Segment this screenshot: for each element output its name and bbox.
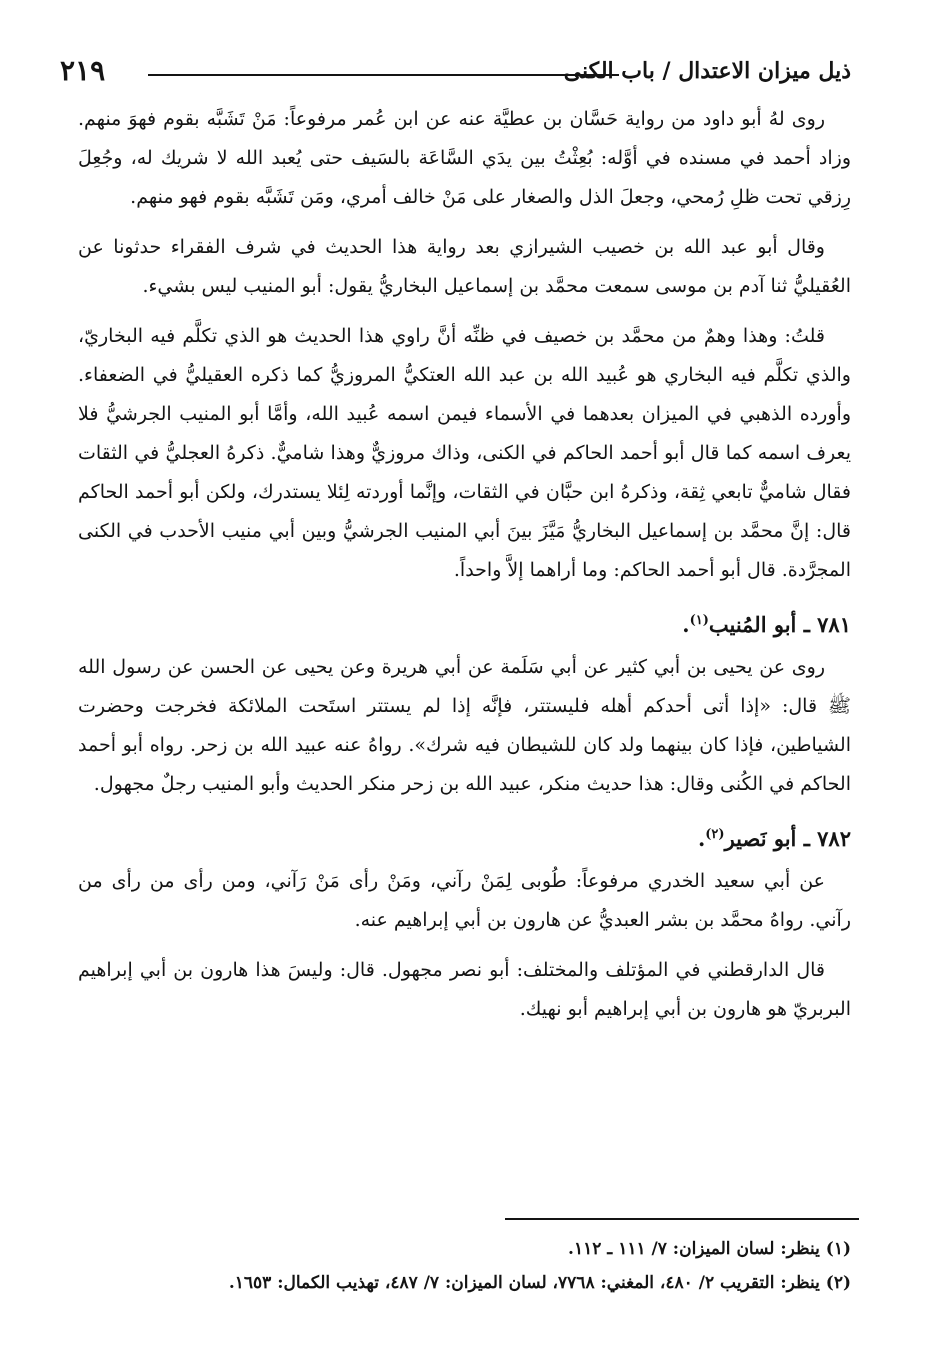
footnotes [70, 1232, 851, 1300]
paragraph-1: روى لهُ أبو داود من رواية حَسَّان بن عطيَّة عنه عن ابن عُمر مرفوعاً: مَنْ تَشَبَّه بقوم فهوَ منهم. وزاد أحمد في مسنده في أوَّله: بُعِثْتُ بين يدَي السَّاعَة بالسَيف حتى يُعبد الله لا شريك له، وجُعِلَ رِزقي تحت ظلِ رُمحي، وجعلَ الذل والصغار على مَنْ خالف أمري، ومَن تَشَبَّه بقوم فهو منهم. [78, 108, 851, 208]
running-header [60, 50, 851, 90]
paragraph-2: وقال أبو عبد الله بن خصيب الشيرازي بعد رواية هذا الحديث في شرف الفقراء حدثونا عن العُقيليُّ ثنا آدم بن موسى سمعت محمَّد بن إسماعيل البخاريُّ يقول: أبو المنيب ليس بشيء. [78, 236, 851, 297]
header-rule [148, 74, 619, 76]
paragraph-5: عن أبي سعيد الخدري مرفوعاً: طُوبى لِمَنْ رآني، ومَنْ رأى مَنْ رَآني، ومن رأى من رأى من رآني. رواهُ محمَّد بن بشر العبديُّ عن هارون بن أبي إبراهيم عنه. [78, 870, 851, 931]
footnote-ref-2[interactable]: (٢) [705, 827, 725, 842]
footnote-rule [505, 1218, 859, 1220]
entry-781-title: ٧٨١ ـ أبو المُنيب [708, 612, 851, 637]
entry-782-title: ٧٨٢ ـ أبو نَصير [724, 826, 851, 851]
paragraph-3: قلتُ: وهذا وهمٌ من محمَّد بن خصيف في ظنِّه أنَّ راوي هذا الحديث هو الذي تكلَّم فيه البخاريّ، والذي تكلَّم فيه البخاري هو عُبيد الله بن عبد الله العتكيُّ المروزيُّ كما ذكره العقيليُّ في الضعفاء. وأورده الذهبي في الميزان بعدهما في الأسماء فيمن اسمه عُبيد الله، وأمَّا أبو المنيب الجرشيُّ فلا يعرف اسمه كما قال أبو أحمد الحاكم في الكنى، وذاك مروزيٌّ وهذا شاميٌّ. ذكرهُ العجليُّ في الثقات فقال شاميٌّ تابعي ثِقة، وذكرهُ ابن حبَّان في الثقات، وإنَّما أوردته لِئلا يستدرك، ولكن أبو أحمد الحاكم قال: إنَّ محمَّد بن إسماعيل البخاريُّ مَيَّزَ بينَ أبي المنيب الجرشيُّ وبين أبي منيب الأحدب في الكنى المجرَّدة. قال أبو أحمد الحاكم: وما أراهما إلاَّ واحداً. [78, 325, 851, 581]
header-title: ذيل ميزان الاعتدال / باب الكنى [563, 58, 851, 84]
footnote-2: (٢) ينظر: التقريب ٢/ ٤٨٠، المغني: ٧٧٦٨، لسان الميزان: ٧/ ٤٨٧، تهذيب الكمال: ١٦٥٣. [228, 1273, 851, 1293]
paragraph-4: روى عن يحيى بن أبي كثير عن أبي سَلَمة عن أبي هريرة وعن يحيى عن الحسن عن رسول الله ﷺ قال: «إذا أتى أحدكم أهله فليستتر، فإنَّه إذا لم يستتر استَحت الملائكة فخرجت وحضرت الشياطين، فإذا كان بينهما ولد كان للشيطان فيه شرك». رواهُ عنه عبيد الله بن زحر. رواه أبو أحمد الحاكم في الكُنى وقال: هذا حديث منكر، عبيد الله بن زحر منكر الحديث وأبو المنيب رجلٌ مجهول. [78, 656, 851, 795]
footnote-1: (١) ينظر: لسان الميزان: ٧/ ١١١ ـ ١١٢. [568, 1239, 851, 1259]
paragraph-6: قال الدارقطني في المؤتلف والمختلف: أبو نصر مجهول. قال: وليسَ هذا هارون بن أبي إبراهيم البربريّ هو هارون بن أبي إبراهيم أبو نهيك. [78, 959, 851, 1020]
page-number: ٢١٩ [60, 54, 106, 87]
footnote-ref-1[interactable]: (١) [689, 613, 709, 628]
page-body [78, 100, 851, 1040]
entry-heading-781: ٧٨١ ـ أبو المُنيب$^{(١)}$. [682, 612, 851, 637]
entry-heading-782: ٧٨٢ ـ أبو نَصير$^{(٢)}$. [697, 826, 851, 851]
